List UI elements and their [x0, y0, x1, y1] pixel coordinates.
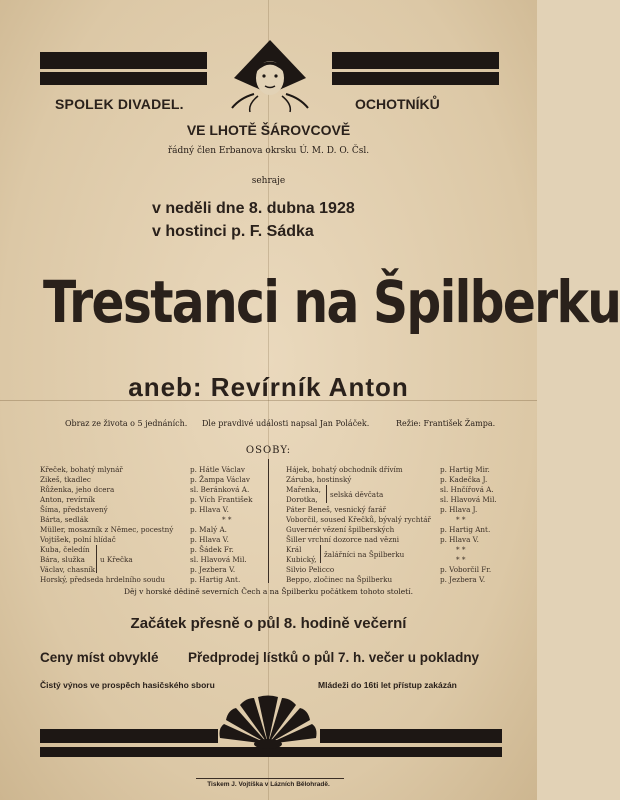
header-bar-left-top — [40, 52, 207, 69]
cast-role: Záruba, hostinský — [286, 475, 352, 484]
cast-role: Křeček, bohatý mlynář — [40, 465, 123, 474]
cast-role: Šíma, představený — [40, 505, 108, 514]
cast-role: Růženka, jeho dcera — [40, 485, 115, 494]
cast-role: Páter Beneš, vesnický farář — [286, 505, 387, 514]
cast-actor: * * — [456, 555, 466, 564]
cast-actor: sl. Hnčířová A. — [440, 485, 494, 494]
footer-bar-right-top — [320, 729, 502, 743]
cast-actor: * * — [222, 515, 232, 524]
society-title-left: SPOLEK DIVADEL. — [55, 96, 184, 112]
cast-actor: p. Hartig Mir. — [440, 465, 490, 474]
cast-actor: p. Kadečka J. — [440, 475, 488, 484]
cast-role: Müller, mosazník z Němec, pocestný — [40, 525, 174, 534]
venue-line: v hostinci p. F. Sádka — [152, 223, 314, 240]
cast-role: Guvernér vězení špilberských — [286, 525, 395, 534]
header-bar-left-bottom — [40, 72, 207, 85]
cast-role: Dorotka, — [286, 495, 318, 504]
maids-label: selská děvčata — [330, 490, 384, 499]
cast-role: Bárta, sedlák — [40, 515, 89, 524]
cast-actor: p. Jezbera V. — [440, 575, 486, 584]
fan-ornament-icon — [212, 694, 324, 746]
cast-role: Kubický, — [286, 555, 317, 564]
presents-line: sehraje — [251, 176, 286, 186]
youth-note: Mládeži do 16ti let přístup zakázán — [318, 680, 457, 690]
cast-role: Kuba, čeledín — [40, 545, 90, 554]
cast-role: Hájek, bohatý obchodník dřívím — [286, 465, 403, 474]
director-credit: Režie: František Žampa. — [396, 419, 496, 428]
cast-actor: p. Hartig Ant. — [190, 575, 241, 584]
footer-bar-left-top — [40, 729, 218, 743]
header-bar-right-top — [332, 52, 499, 69]
cast-role: Silvio Pelicco — [286, 565, 335, 574]
cast-actor: p. Hlava V. — [440, 535, 479, 544]
genre-credit: Obraz ze života o 5 jednáních. — [65, 419, 188, 428]
proceeds-note: Čistý výnos ve prospěch hasičského sboru — [40, 680, 215, 690]
cast-actor: p. Hlava J. — [440, 505, 478, 514]
bracket-line — [326, 485, 327, 503]
cast-role: Zikeš, tkadlec — [40, 475, 91, 484]
cast-divider — [268, 459, 269, 583]
cast-actor: p. Hartig Ant. — [440, 525, 491, 534]
member-line: řádný člen Erbanova okrsku Ú. M. D. O. Čsl. — [167, 146, 370, 156]
cast-actor: p. Vích František — [190, 495, 253, 504]
prices: Ceny míst obvyklé — [40, 650, 159, 665]
cast-actor: p. Hlava V. — [190, 535, 229, 544]
play-title: Trestanci na Špilberku — [42, 268, 620, 336]
cast-actor: p. Voborčil Fr. — [440, 565, 492, 574]
cast-actor: sl. Hlavová Mil. — [190, 555, 247, 564]
society-title-right: OCHOTNÍKŮ — [355, 96, 440, 112]
header-bar-right-bottom — [332, 72, 499, 85]
cast-role: Mařenka, — [286, 485, 321, 494]
cast-actor: p. Hátle Václav — [190, 465, 245, 474]
household-label: u Křečka — [100, 555, 133, 564]
date-line: v neděli dne 8. dubna 1928 — [152, 200, 355, 217]
cast-role: Beppo, zločinec na Špilberku — [286, 575, 393, 584]
cast-actor: p. Jezbera V. — [190, 565, 236, 574]
cast-actor: p. Šádek Fr. — [190, 545, 234, 554]
play-subtitle: aneb: Revírník Anton — [128, 372, 409, 402]
cast-actor: p. Malý A. — [190, 525, 227, 534]
prisoners-label: žalářníci na Špilberku — [324, 550, 405, 559]
cast-actor: sl. Beránková A. — [190, 485, 250, 494]
cast-role: Bára, služka — [40, 555, 85, 564]
printer-credit: Tiskem J. Vojtíška v Lázních Bělohradě. — [207, 781, 330, 788]
cast-role: Voborčil, soused Křečků, bývalý rychtář — [286, 515, 431, 524]
place-name: VE LHOTĚ ŠÁROVCOVĚ — [186, 122, 351, 138]
cast-role: Anton, revírník — [40, 495, 96, 504]
presale: Předprodej lístků o půl 7. h. večer u pokladny — [188, 650, 480, 665]
cast-role: Horský, předseda hrdelního soudu — [40, 575, 166, 584]
setting-line: Děj v horské dědině severních Čech a na Špilberku počátkem tohoto století. — [124, 587, 413, 596]
cast-role: Král — [286, 545, 302, 554]
cast-heading: OSOBY: — [245, 445, 292, 456]
muse-head-emblem-icon — [210, 38, 330, 114]
bracket-line — [96, 545, 97, 573]
cast-actor: p. Žampa Václav — [190, 475, 250, 484]
printer-rule — [196, 778, 344, 779]
cast-actor: sl. Hlavová Mil. — [440, 495, 497, 504]
cast-actor: p. Hlava V. — [190, 505, 229, 514]
cast-actor: * * — [456, 545, 466, 554]
cast-actor: * * — [456, 515, 466, 524]
cast-role: Václav, chasník — [40, 565, 96, 574]
bracket-line — [320, 545, 321, 563]
cast-role: Vojtíšek, polní hlídač — [40, 535, 116, 544]
author-credit: Dle pravdivé události napsal Jan Poláček. — [202, 419, 370, 428]
start-time: Začátek přesně o půl 8. hodině večerní — [130, 615, 407, 632]
cast-role: Šiller vrchní dozorce nad vězni — [286, 535, 400, 544]
